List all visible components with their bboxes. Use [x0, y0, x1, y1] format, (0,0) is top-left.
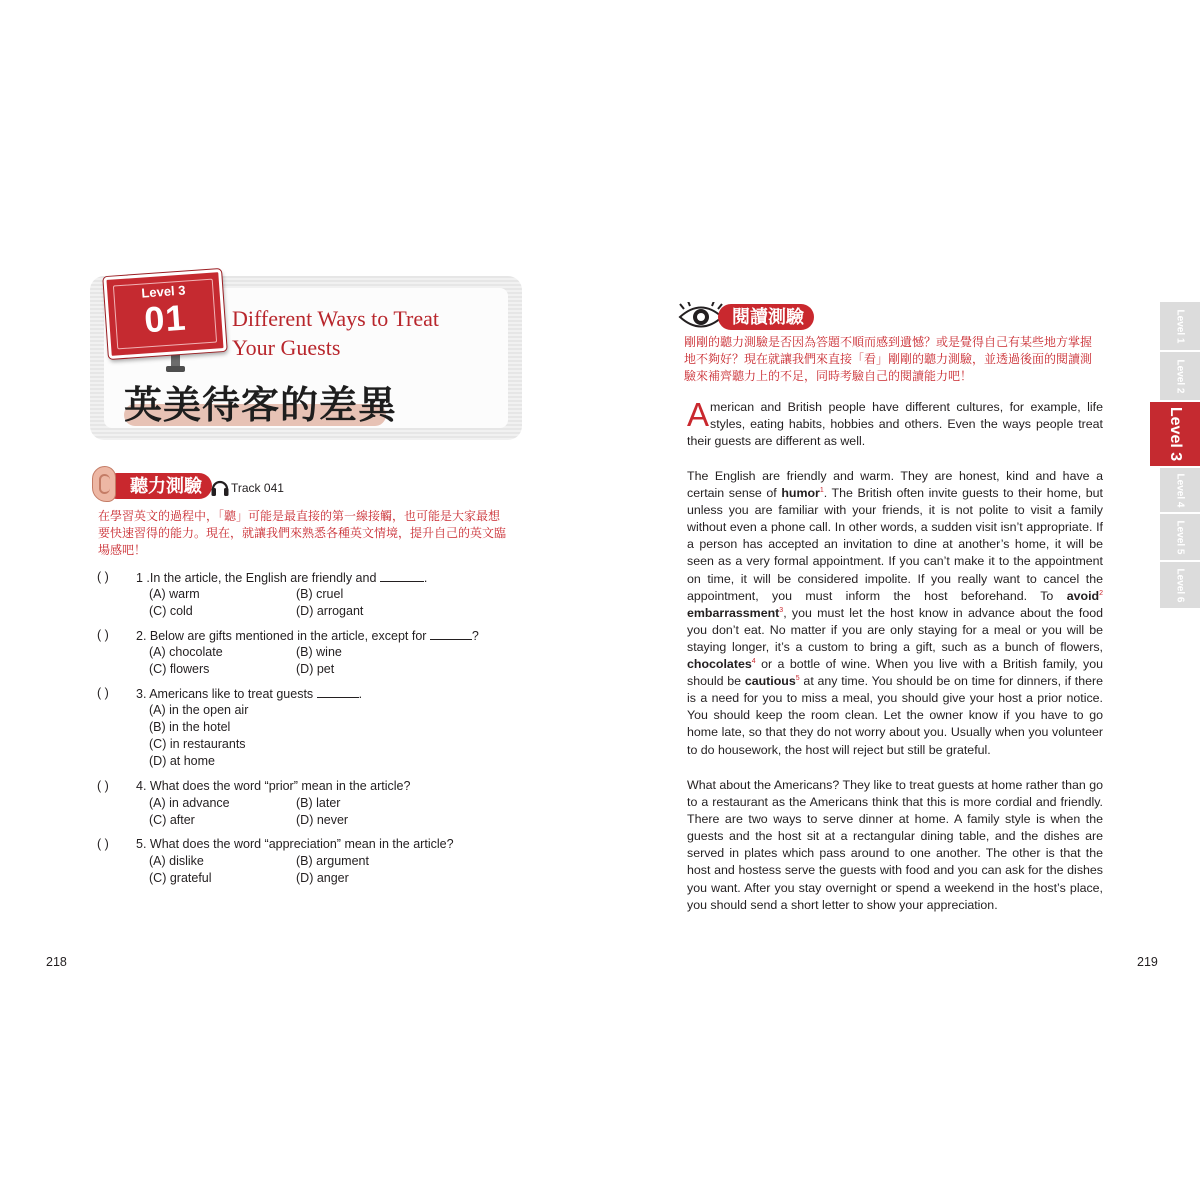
question-stem-text: 2. Below are gifts mentioned in the article, except for — [136, 629, 430, 643]
tab-level-6[interactable] — [1160, 562, 1200, 608]
option: (C) flowers — [149, 662, 210, 676]
vocab-word: chocolates — [687, 657, 752, 672]
tab-label: Level 3 — [1167, 406, 1185, 462]
page-number-left: 218 — [46, 955, 67, 969]
page-number-right: 219 — [1137, 955, 1158, 969]
question-stem-end: ? — [471, 629, 479, 643]
reading-intro-line: 地不夠好？現在就讓我們來直接「看」剛剛的聽力測驗，並透過後面的閱讀測 — [684, 352, 1093, 366]
vocab-number: 3 — [779, 606, 784, 614]
option: (B) argument — [296, 854, 369, 868]
option: (C) grateful — [149, 871, 212, 885]
vocab-number: 1 — [819, 486, 824, 494]
english-title-line2: Your Guests — [232, 335, 341, 360]
option: (D) arrogant — [296, 604, 364, 618]
listening-intro-line: 在學習英文的過程中，「聽」可能是最直接的第一線接觸，也可能是大家最想 — [98, 509, 501, 523]
listening-intro — [98, 508, 528, 559]
paragraph-text: merican and British people have different cultures, for example, life styles, eating habits, hobbies and others. Even the ways people treat their guests are different as well. — [687, 400, 1103, 449]
vocab-number: 5 — [795, 675, 800, 682]
option: (C) cold — [149, 604, 193, 618]
option: (A) warm — [149, 587, 200, 601]
answer-blank — [430, 628, 472, 640]
drop-cap: A — [687, 396, 710, 433]
reading-heading: 閱讀測驗 — [718, 304, 814, 330]
option: (B) later — [296, 796, 341, 810]
question-2-paren[interactable]: ( ) — [97, 628, 109, 642]
question-4-stem: 4. What does the word “prior” mean in the article? — [136, 779, 411, 793]
tab-label: Level 2 — [1174, 359, 1186, 393]
sign-number: 01 — [142, 296, 188, 341]
chinese-title: 英美待客的差異 — [124, 382, 398, 427]
question-3-paren[interactable]: ( ) — [97, 686, 109, 700]
answer-blank — [380, 570, 424, 582]
ear-icon-detail — [99, 474, 110, 494]
option: (D) anger — [296, 871, 349, 885]
reading-intro-line: 驗來補齊聽力上的不足，同時考驗自己的閱讀能力吧！ — [684, 369, 973, 383]
vocab-word: cautious — [744, 674, 796, 689]
option: (D) at home — [149, 754, 215, 768]
answer-blank — [317, 686, 359, 698]
english-title — [232, 304, 502, 362]
option: (A) dislike — [149, 854, 204, 868]
tab-label: Level 5 — [1174, 520, 1186, 554]
question-5-stem: 5. What does the word “appreciation” mean in the article? — [136, 837, 454, 851]
english-title-line1: Different Ways to Treat — [232, 306, 440, 331]
question-4-paren[interactable]: ( ) — [97, 779, 109, 793]
option: (C) after — [149, 813, 195, 827]
paragraph-text: , you must let the host know in advance about the food you don’t eat. No matter if you are only staying for a meal or you will be staying longer, it’s a custom to bring a gift, such as a bunch of flowers, — [687, 605, 1103, 654]
tab-level-2[interactable] — [1160, 352, 1200, 400]
sign-post-base — [166, 366, 185, 372]
paragraph-text: . The British often invite guests to their home, but unless you are familiar with your friends, it is not polite to visit a family without even a phone call. In other words, a sudden visit isn’t appropriate. If a person has accepted an invitation to dine at another’s home, it will be seen as a very formal appointment. If you can’t make it to the appointment on time, it will be considered impolite. If you really want to cancel the appointment, you must inform the host beforehand. To — [687, 486, 1103, 603]
tab-level-1[interactable] — [1160, 302, 1200, 350]
paragraph-text: The English are friendly and warm. They are honest, kind and have a certain sense of — [687, 469, 1103, 501]
tab-label: Level 6 — [1174, 568, 1186, 602]
vocab-word: embarrassment — [687, 605, 780, 620]
tab-label: Level 1 — [1174, 309, 1186, 343]
listening-heading: 聽力測驗 — [104, 473, 212, 499]
headphones-icon — [211, 477, 229, 497]
sign-level-label: Level 3 — [140, 282, 186, 301]
track-label: Track 041 — [231, 481, 284, 495]
option: (A) chocolate — [149, 645, 223, 659]
question-stem-end: . — [358, 687, 363, 701]
option: (A) in advance — [149, 796, 230, 810]
question-3-stem — [136, 686, 362, 701]
question-1-stem — [136, 570, 427, 585]
vocab-word: avoid — [1066, 588, 1100, 603]
option: (D) pet — [296, 662, 335, 676]
option: (C) in restaurants — [149, 737, 246, 751]
reading-intro-line: 剛剛的聽力測驗是否因為答題不順而感到遺憾？或是覺得自己有某些地方掌握 — [684, 335, 1093, 349]
paragraph-text: at any time. You should be on time for dinners, if there is a need for you to miss a meal, you should give your host a prior notice. You should keep the room clean. Let the owner know if you have to go home late, so that they do not worry about you. Usually when you volunteer to do housework, the host will reject but still be grateful. — [687, 674, 1104, 757]
reading-paragraph-3: What about the Americans? They like to treat guests at home rather than go to a restaurant as the Americans think that this is more cordial and friendly. There are two ways to serve dinner at home. A family style is when the guests and the host sit at a rectangular dining table, and the dishes are served in plates which pass around to one another. The other is that the host and hostess serve the guests with food and you can ask for the dishes you want. After you stay overnight or spend a weekend in the host’s place, you should send a short letter to show your appreciation. — [687, 778, 1103, 912]
paragraph-text: or a bottle of wine. When you live with a British family, you should be — [687, 657, 1103, 689]
question-5-paren[interactable]: ( ) — [97, 837, 109, 851]
option: (A) in the open air — [149, 703, 249, 717]
vocab-number: 2 — [1099, 589, 1103, 597]
listening-intro-line: 場感吧！ — [98, 543, 147, 557]
reading-intro — [684, 334, 1124, 385]
question-2-stem — [136, 628, 479, 643]
level-sign — [103, 269, 226, 359]
vocab-word: humor — [781, 486, 820, 501]
option: (B) in the hotel — [149, 720, 231, 734]
question-stem-text: 1 .In the article, the English are friendly and — [136, 571, 380, 585]
question-stem-end: . — [423, 571, 428, 585]
option: (D) never — [296, 813, 349, 827]
option: (B) cruel — [296, 587, 344, 601]
tab-label: Level 4 — [1174, 473, 1186, 507]
listening-intro-line: 要快速習得的能力。現在，就讓我們來熟悉各種英文情境，提升自己的英文臨 — [98, 526, 507, 540]
reading-paragraph-2 — [687, 468, 1103, 759]
vocab-number: 4 — [751, 657, 756, 665]
question-stem-text: 3. Americans like to treat guests — [136, 687, 317, 701]
tab-level-3[interactable] — [1150, 402, 1200, 466]
tab-level-4[interactable] — [1160, 468, 1200, 512]
tab-level-5[interactable] — [1160, 514, 1200, 560]
option: (B) wine — [296, 645, 342, 659]
question-1-paren[interactable]: ( ) — [97, 570, 109, 584]
level-tabs — [1160, 302, 1200, 608]
reading-paragraph-1 — [687, 396, 1103, 450]
